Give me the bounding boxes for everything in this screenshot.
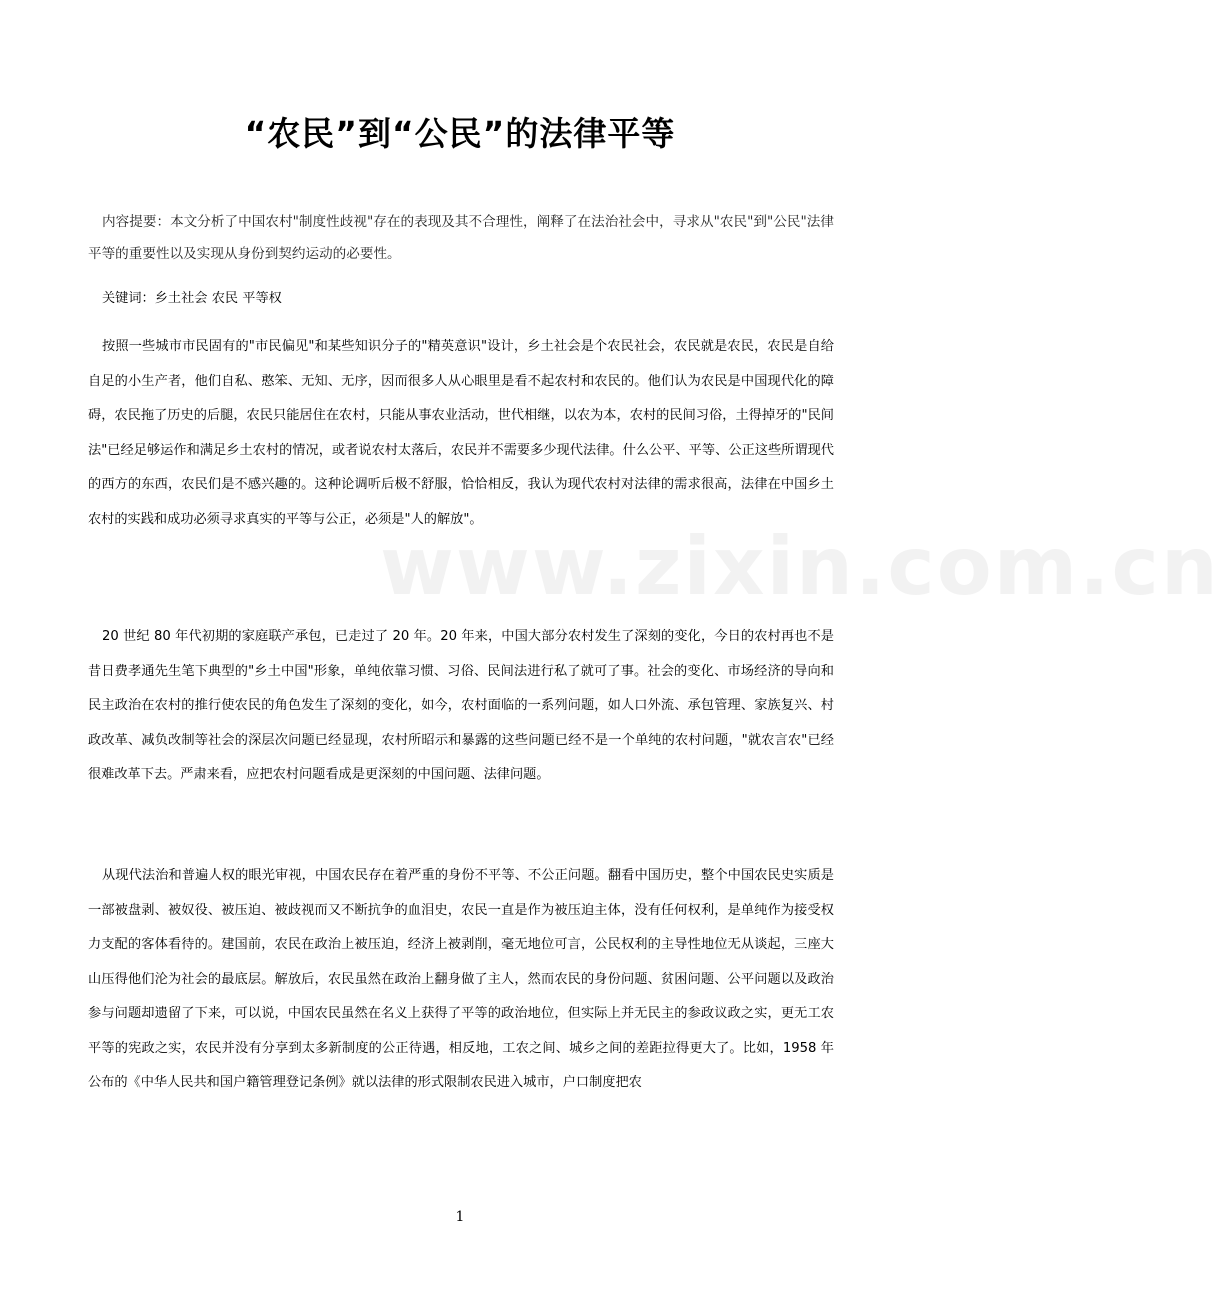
abstract-paragraph: 内容提要：本文分析了中国农村"制度性歧视"存在的表现及其不合理性，阐释了在法治社会中，寻求从"农民"到"公民"法律平等的重要性以及实现从身份到契约运动的必要性。 xyxy=(88,214,834,262)
body-paragraph-2: 20 世纪 80 年代初期的家庭联产承包，已走过了 20 年。20 年来，中国大部分农村发生了深刻的变化，今日的农村再也不是昔日费孝通先生笔下典型的"乡土中国"形象，单纯依靠习惯、习俗、民间法进行私了就可了事。社会的变化、市场经济的导向和民主政治在农村的推行使农民的角色发生了深刻的变化，如今，农村面临的一系列问题，如人口外流、承包管理、家族复兴、村政改革、减负改制等社会的深层次问题已经显现，农村所昭示和暴露的这些问题已经不是一个单纯的农村问题，"就农言农"已经很难改革下去。严肃来看，应把农村问题看成是更深刻的中国问题、法律问题。 xyxy=(88,629,834,782)
keywords-line: 关键词：乡土社会 农民 平等权 xyxy=(102,291,282,306)
watermark: www.zixin.com.cn xyxy=(380,520,1220,613)
body-paragraph-1: 按照一些城市市民固有的"市民偏见"和某些知识分子的"精英意识"设计，乡土社会是个农民社会，农民就是农民，农民是自给自足的小生产者，他们自私、憨笨、无知、无序，因而很多人从心眼里是看不起农村和农民的。他们认为农民是中国现代化的障碍，农民拖了历史的后腿，农民只能居住在农村，只能从事农业活动，世代相继，以农为本，农村的民间习俗，土得掉牙的"民间法"已经足够运作和满足乡土农村的情况，或者说农村太落后，农民并不需要多少现代法律。什么公平、平等、公正这些所谓现代的西方的东西，农民们是不感兴趣的。这种论调听后极不舒服，恰恰相反，我认为现代农村对法律的需求很高，法律在中国乡土农村的实践和成功必须寻求真实的平等与公正，必须是"人的解放"。 xyxy=(88,339,834,527)
body-paragraph-3: 从现代法治和普遍人权的眼光审视，中国农民存在着严重的身份不平等、不公正问题。翻看中国历史，整个中国农民史实质是一部被盘剥、被奴役、被压迫、被歧视而又不断抗争的血泪史，农民一直是作为被压迫主体，没有任何权利，是单纯作为接受权力支配的客体看待的。建国前，农民在政治上被压迫，经济上被剥削，毫无地位可言，公民权利的主导性地位无从谈起，三座大山压得他们沦为社会的最底层。解放后，农民虽然在政治上翻身做了主人，然而农民的身份问题、贫困问题、公平问题以及政治参与问题却遗留了下来，可以说，中国农民虽然在名义上获得了平等的政治地位，但实际上并无民主的参政议政之实，更无工农平等的宪政之实，农民并没有分享到太多新制度的公正待遇，相反地，工农之间、城乡之间的差距拉得更大了。比如，1958 年公布的《中华人民共和国户籍管理登记条例》就以法律的形式限制农民进入城市，户口制度把农 xyxy=(88,868,834,1090)
document-title: “农民”到“公民”的法律平等 xyxy=(244,114,676,153)
page-number: 1 xyxy=(455,1209,465,1225)
